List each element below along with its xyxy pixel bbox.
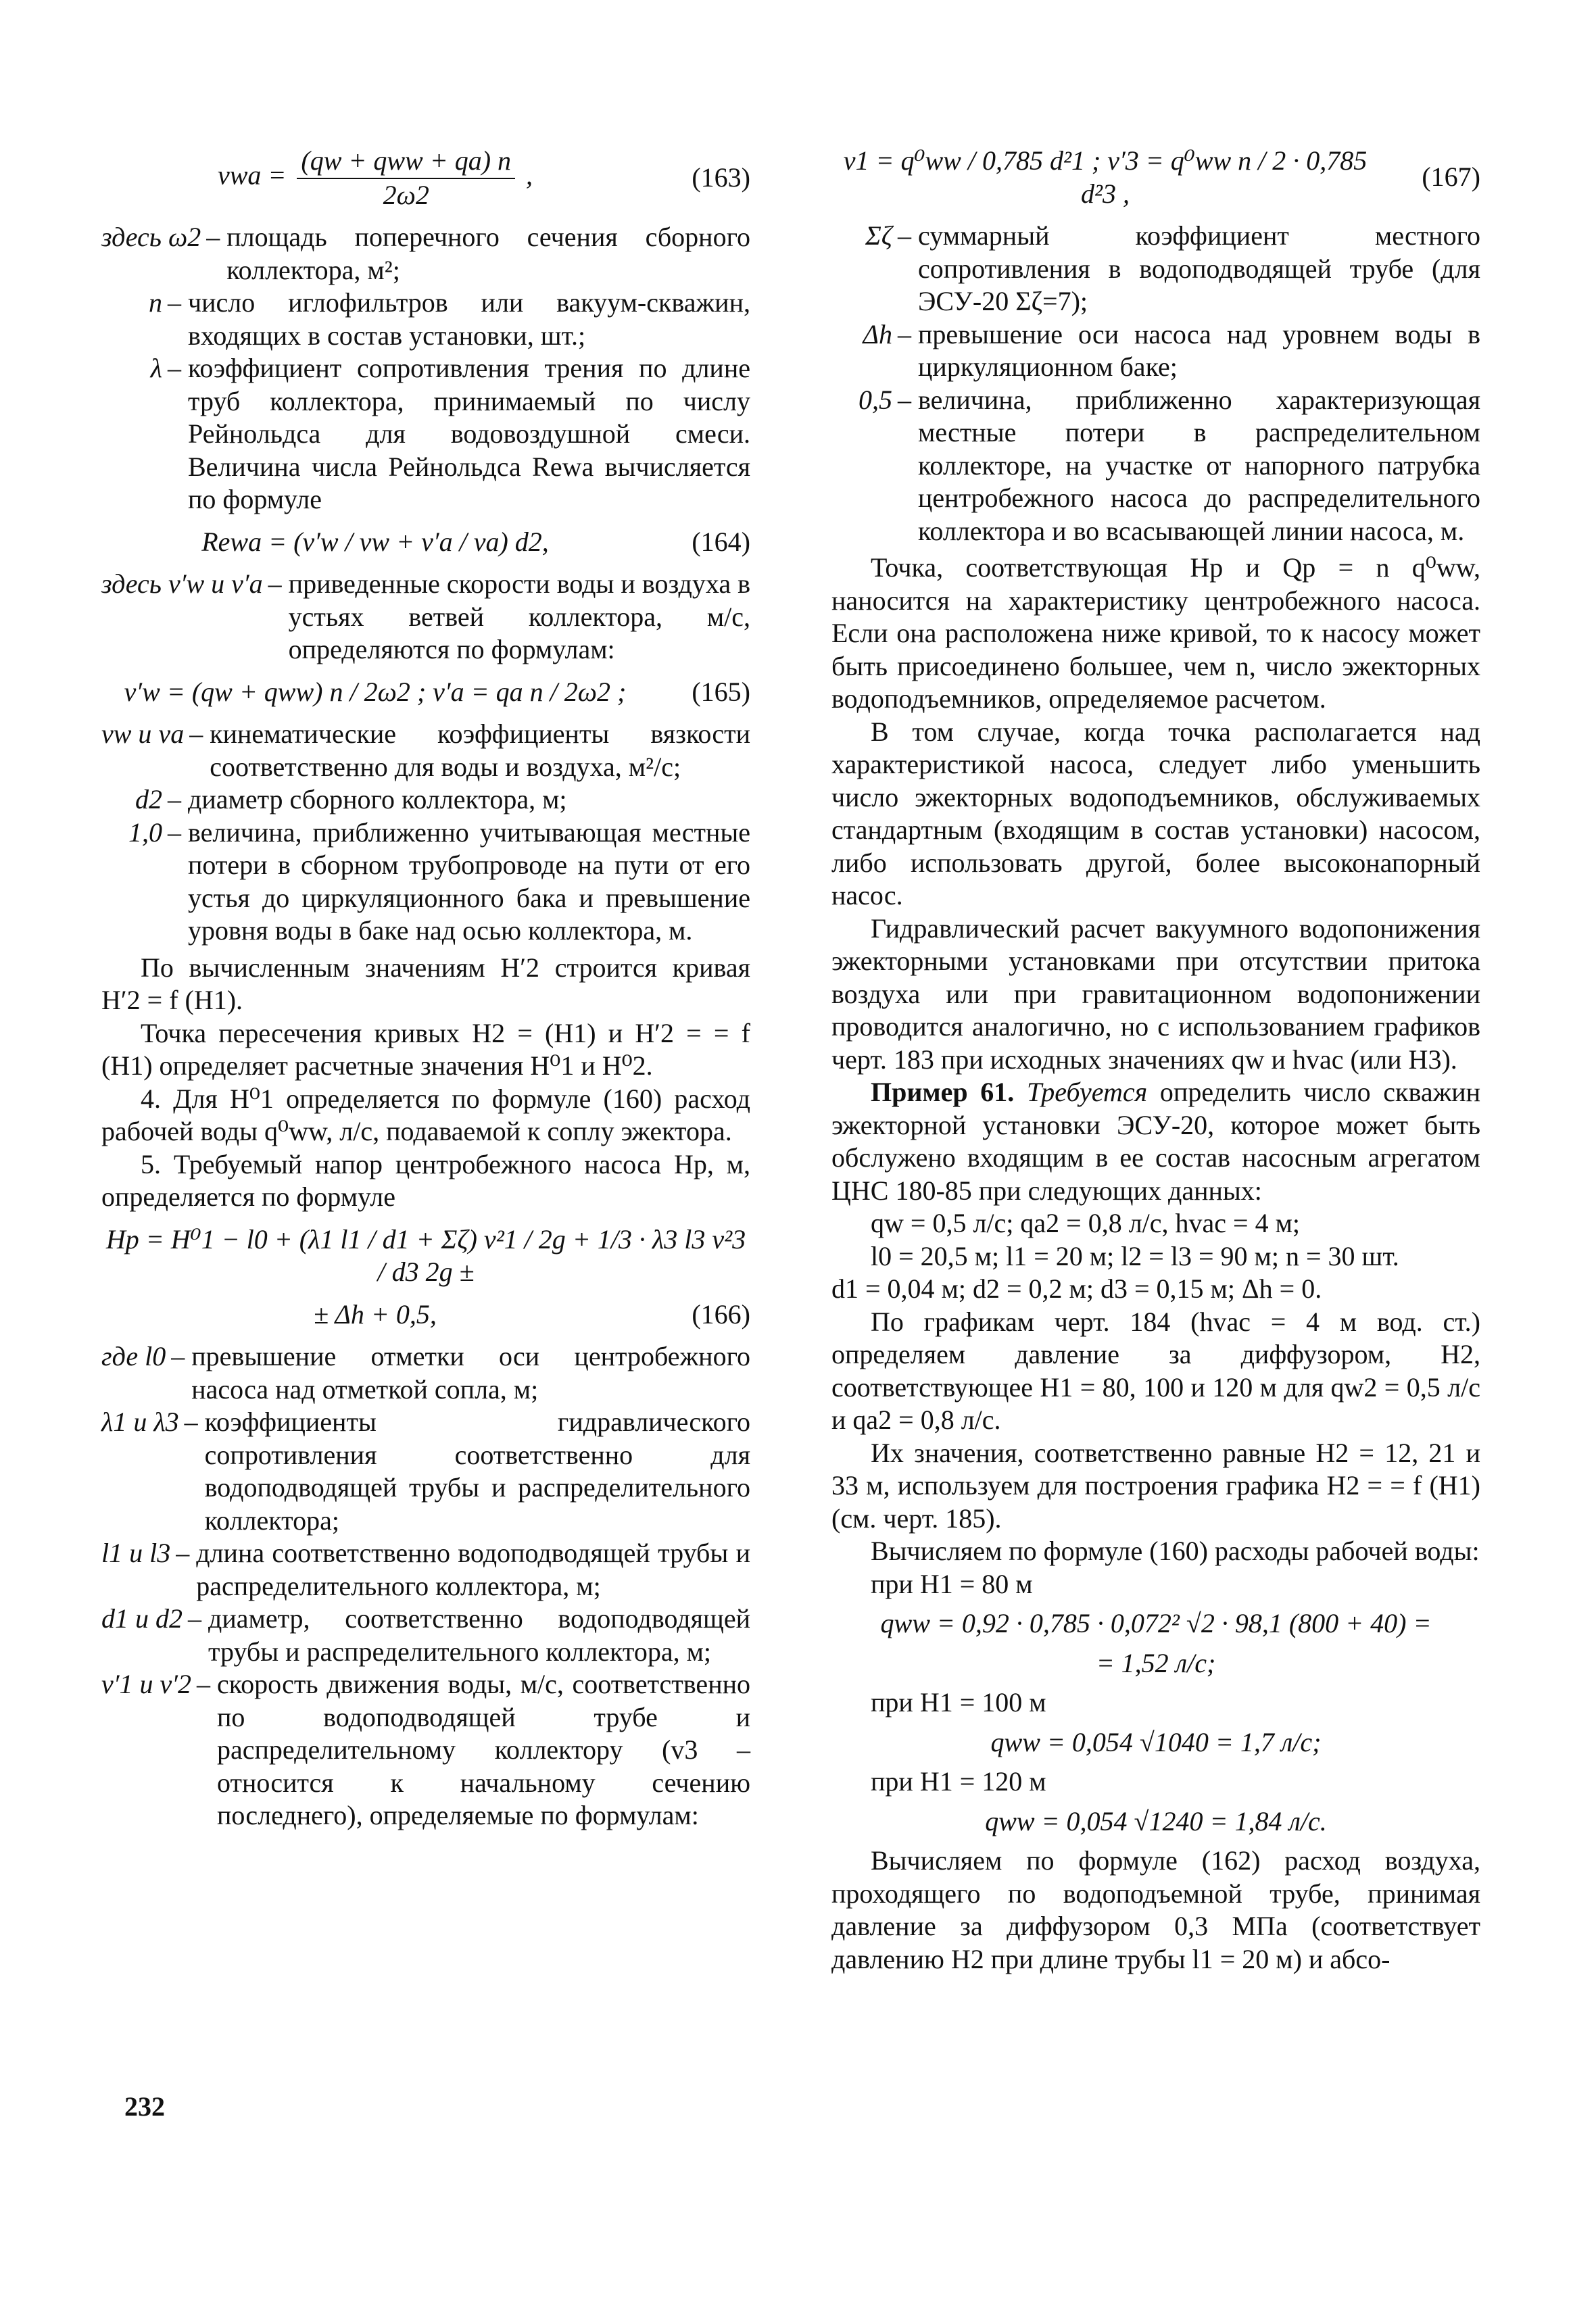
- definition-item: v′1 и v′2 – скорость движения воды, м/с, соответственно по водоподводящей трубе и распределительному коллектору (v3 – относится к начальному сечению последнего), определяемые по формулам:: [101, 1669, 750, 1830]
- formula-164-number: (164): [692, 526, 750, 557]
- example-61-paragraph: Пример 61. Требуется определить число скважин эжекторной установки ЭСУ-20, которое может быть обслужено входящим в ее состав насосным агрегатом ЦНС 180-85 при следующих данных:: [831, 1077, 1481, 1206]
- paragraph: 5. Требуемый напор центробежного насоса Hp, м, определяется по формуле: [101, 1148, 750, 1212]
- paragraph: По вычисленным значениям H′2 строится кривая H′2 = f (H1).: [101, 952, 750, 1015]
- formula-163-fraction: [297, 145, 515, 212]
- definition-item: vw и va – кинематические коэффициенты вязкости соответственно для воды и воздуха, м²/с;: [101, 718, 750, 782]
- definitions-166: [101, 1340, 750, 1832]
- definitions-163: [101, 221, 750, 516]
- paragraph: Их значения, соответственно равные H2 = 12, 21 и 33 м, используем для построения графика H2 = = f (H1) (см. черт. 185).: [831, 1437, 1480, 1534]
- definition-item: 1,0 – величина, приближенно учитывающая местные потери в сборном трубопроводе на пути от его устья до циркуляционного бака и превышение уровня воды в баке над осью коллектора, м.: [128, 817, 750, 946]
- calculation: qww = 0,054 √1040 = 1,7 л/с;: [990, 1726, 1322, 1757]
- formula-164: Rewa = (v′w / vw + v′a / va) d2, (164): [101, 526, 750, 559]
- calculation-result: = 1,52 л/с;: [1096, 1647, 1216, 1678]
- formula-167-number: (167): [1422, 162, 1480, 193]
- condition-line: при H1 = 100 м: [871, 1687, 1046, 1717]
- left-column: [101, 135, 750, 1836]
- right-column: [831, 135, 1480, 1976]
- definitions-164: [101, 568, 750, 666]
- paragraph: 4. Для H⁰1 определяется по формуле (160) расход рабочей воды q⁰ww, л/с, подаваемой к соплу эжектора.: [101, 1083, 750, 1146]
- formula-167: v1 = q⁰ww / 0,785 d²1 ; v′3 = q⁰ww n / 2 · 0,785 d²3 , (167): [843, 145, 1480, 209]
- paragraph: Точка, соответствующая Hp и Qp = n q⁰ww, наносится на характеристику центробежного насоса. Если она расположена ниже кривой, то к насосу может быть присоединено большее, чем n, число эжекторных водоподъемников, определяемое расчетом.: [831, 552, 1480, 714]
- page-number: 232: [124, 2091, 165, 2122]
- formula-163-denominator: 2ω2: [383, 179, 429, 210]
- definition-item: здесь ω2 – площадь поперечного сечения сборного коллектора, м²;: [101, 222, 750, 285]
- definition-item: здесь v′w и v′a – приведенные скорости воды и воздуха в устьях ветвей коллектора, м/с, определяются по формулам:: [101, 568, 750, 664]
- formula-163-lhs: vwa =: [217, 160, 287, 191]
- formula-165-number: (165): [692, 676, 750, 707]
- calculation: qww = 0,92 · 0,785 · 0,072² √2 · 98,1 (800 + 40) =: [880, 1608, 1432, 1638]
- formula-165: v′w = (qw + qww) n / 2ω2 ; v′a = qa n / 2ω2 ; (165): [101, 676, 750, 709]
- given-data-line: d1 = 0,04 м; d2 = 0,2 м; d3 = 0,15 м; Δh = 0.: [831, 1273, 1322, 1304]
- given-data-line: qw = 0,5 л/с; qa2 = 0,8 л/с, hvac = 4 м;: [871, 1208, 1301, 1238]
- definition-item: l1 и l3 – длина соответственно водоподводящей трубы и распределительного коллектора, м;: [101, 1538, 750, 1601]
- formula-163-number: (163): [692, 162, 750, 193]
- definition-item: где l0 – превышение отметки оси центробежного насоса над отметкой сопла, м;: [101, 1341, 750, 1405]
- paragraph: Вычисляем по формуле (160) расходы рабочей воды:: [871, 1536, 1480, 1566]
- example-heading: Пример 61.: [871, 1077, 1015, 1107]
- definition-item: λ – коэффициент сопротивления трения по длине труб коллектора, принимаемый по числу Рейнольдса для водовоздушной смеси. Величина числа Рейнольдса Rewa вычисляется по формуле: [150, 353, 750, 514]
- definition-item: d2 – диаметр сборного коллектора, м;: [135, 784, 567, 814]
- definition-item: Σζ – суммарный коэффициент местного сопротивления в водоподводящей трубе (для ЭСУ-20 Σζ=7);: [865, 220, 1480, 316]
- formula-166-line1: Hp = H⁰1 − l0 + (λ1 l1 / d1 + Σζ) v²1 / 2g + 1/3 · λ3 l3 v²3 / d3 2g ±: [105, 1223, 746, 1287]
- formula-163: vwa = $\frac{\text{(qw + qww + qa) n}}{2\omega 2}$ , (163): [101, 145, 750, 212]
- formula-166-line2: ± Δh + 0,5, (166): [101, 1298, 750, 1332]
- formula-166-number: (166): [692, 1298, 750, 1330]
- condition-line: при H1 = 80 м: [871, 1568, 1033, 1599]
- condition-line: при H1 = 120 м: [871, 1766, 1046, 1797]
- paragraph: По графикам черт. 184 (hvac = 4 м вод. ст.) определяем давление за диффузором, H2, соответствующее H1 = 80, 100 и 120 м для qw2 = 0,5 л/с и qa2 = 0,8 л/с.: [831, 1306, 1480, 1435]
- definitions-165: [101, 718, 750, 948]
- definition-item: 0,5 – величина, приближенно характеризующая местные потери в распределительном коллекторе, на участке от напорного патрубка центробежного насоса до распределительного коллектора и во всасывающей линии насоса, м.: [859, 384, 1480, 546]
- definition-item: Δh – превышение оси насоса над уровнем воды в циркуляционном баке;: [863, 318, 1480, 382]
- definition-item: n – число иглофильтров или вакуум-скважин, входящих в состав установки, шт.;: [149, 287, 750, 351]
- paragraph: Гидравлический расчет вакуумного водопонижения эжекторными установками при отсутствии притока воздуха или при гравитационном водопонижении проводится аналогично, но с использованием графиков черт. 183 при исходных значениях qw и hvac (или H3).: [831, 912, 1480, 1075]
- formula-163-numerator: (qw + qww + qa) n: [297, 145, 515, 179]
- given-data-line: l0 = 20,5 м; l1 = 20 м; l2 = l3 = 90 м; n = 30 шт.: [871, 1240, 1399, 1271]
- definitions-167: [831, 220, 1480, 547]
- definition-item: d1 и d2 – диаметр, соответственно водоподводящей трубы и распределительного коллектора, м;: [101, 1603, 750, 1667]
- paragraph: Вычисляем по формуле (162) расход воздуха, проходящего по водоподъемной трубе, принимая давление за диффузором 0,3 МПа (соответствует давлению H2 при длине трубы l1 = 20 м) и абсо-: [831, 1845, 1480, 1974]
- definition-item: λ1 и λ3 – коэффициенты гидравлического сопротивления соответственно для водоподводящей трубы и распределительного коллектора;: [101, 1407, 750, 1536]
- calculation: qww = 0,054 √1240 = 1,84 л/с.: [985, 1805, 1327, 1836]
- paragraph: Точка пересечения кривых H2 = (H1) и H′2 = = f (H1) определяет расчетные значения H⁰1 и H⁰2.: [101, 1017, 750, 1081]
- paragraph: В том случае, когда точка располагается над характеристикой насоса, следует либо уменьшить число эжекторных водоподъемников, обслуживаемых стандартным (входящим в состав установки) насосом, либо использовать другой, более высоконапорный насос.: [831, 716, 1480, 910]
